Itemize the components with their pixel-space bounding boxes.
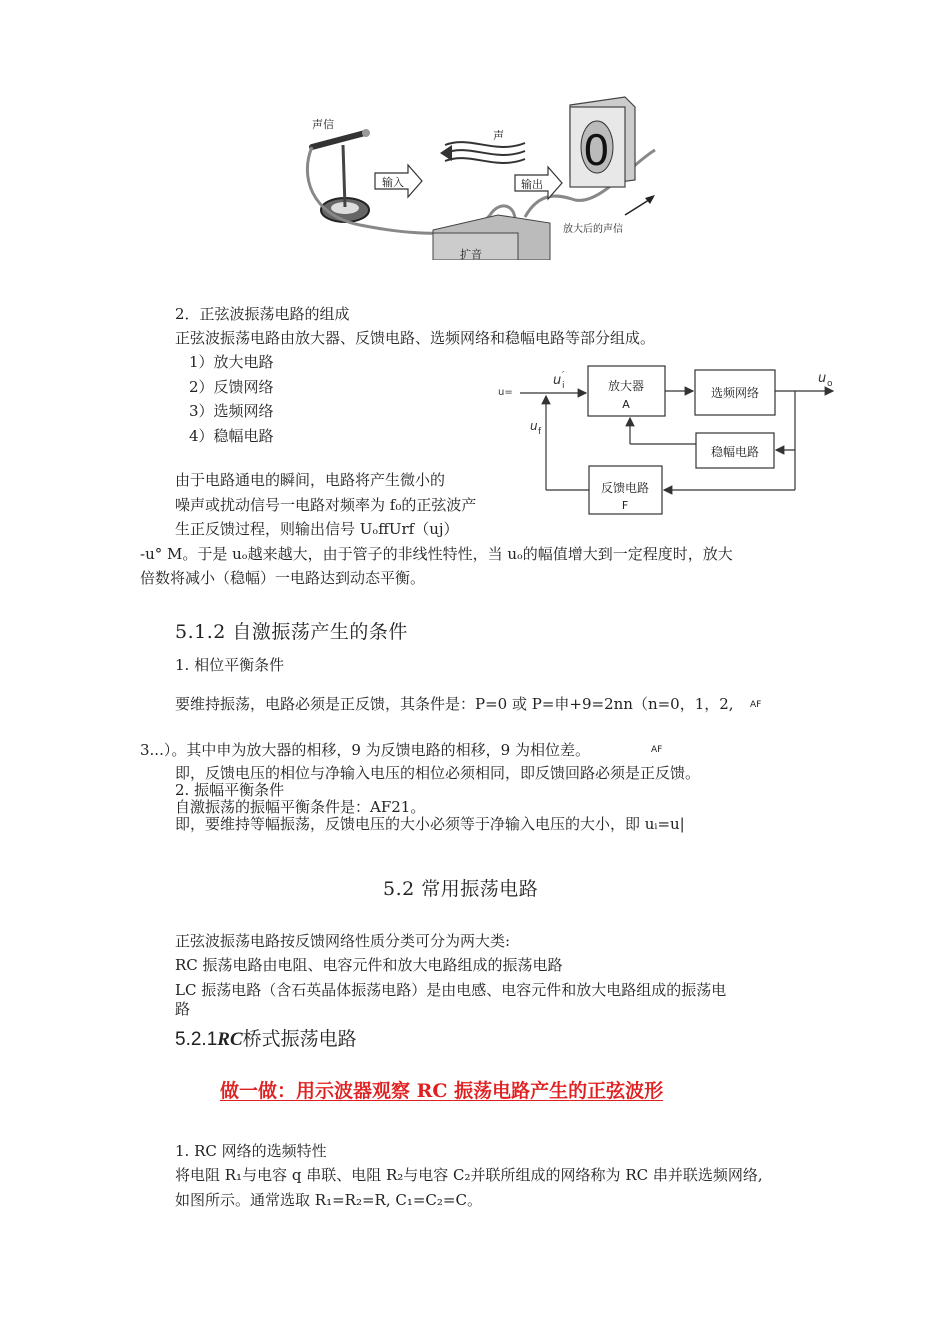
phase-condition-line: 3...）。其中申为放大器的相移，9 为反馈电路的相移，9 为相位差。 bbox=[140, 741, 590, 759]
ui-sub: i bbox=[562, 381, 565, 391]
speaker-icon bbox=[570, 97, 635, 187]
paragraph-line: 由于电路通电的瞬间，电路将产生微小的 bbox=[175, 471, 446, 489]
list-item: 2）反馈网络 bbox=[189, 378, 274, 396]
output-label: 输出 bbox=[521, 178, 543, 191]
uo-symbol: u bbox=[818, 371, 827, 386]
paragraph-line: 生正反馈过程，则输出信号 UₒffUrf（uj） bbox=[175, 520, 459, 538]
ui-symbol: u= bbox=[498, 387, 513, 398]
freq-select-block-label: 选频网络 bbox=[710, 386, 760, 400]
paragraph-line: 如图所示。通常选取 R₁=R₂=R, C₁=C₂=C。 bbox=[175, 1191, 482, 1209]
activity-title: 做一做：用示波器观察 RC 振荡电路产生的正弦波形 bbox=[220, 1080, 664, 1102]
paragraph-line: 路 bbox=[175, 1000, 191, 1018]
amplifier-illustration bbox=[300, 95, 665, 260]
paragraph-line: 噪声或扰动信号一电路对频率为 f₀的正弦波产 bbox=[175, 496, 477, 514]
section-52-heading: 5.2 常用振荡电路 bbox=[383, 878, 539, 900]
paragraph-line: RC 振荡电路由电阻、电容元件和放大电路组成的振荡电路 bbox=[175, 956, 563, 974]
amplifier-block-sub: A bbox=[622, 398, 630, 411]
phase-condition-line: 要维持振荡，电路必须是正反馈，其条件是：P=0 或 P=申+9=2nn（n=0，1，2, bbox=[175, 695, 734, 713]
amplified-label: 放大后的声信 bbox=[563, 224, 623, 235]
stabilizer-block-label: 稳幅电路 bbox=[710, 445, 760, 459]
paragraph-line: 倍数将减小（稳幅）一电路达到动态平衡。 bbox=[140, 569, 426, 587]
phase-condition-line: 即，反馈电压的相位与净输入电压的相位必须相同，即反馈回路必须是正反馈。 bbox=[175, 764, 701, 782]
sub-heading: 2. 振幅平衡条件 bbox=[175, 781, 285, 799]
input-label: 输入 bbox=[382, 176, 404, 189]
section-521-heading: 5.2.1RC桥式振荡电路 bbox=[175, 1028, 357, 1050]
feedback-block-label: 反馈电路 bbox=[600, 481, 650, 495]
amplifier-block-label: 放大器 bbox=[607, 379, 645, 393]
sub-heading: 1. RC 网络的选频特性 bbox=[175, 1142, 327, 1160]
list-item: 3）选频网络 bbox=[189, 402, 274, 420]
ui-prime-symbol: u bbox=[553, 373, 562, 388]
mic-label: 声信 bbox=[312, 118, 334, 131]
paragraph-line: -u° M。于是 uₒ越来越大，由于管子的非线性特性，当 uₒ的幅值增大到一定程度时，放大 bbox=[140, 545, 733, 563]
af-subscript: AF bbox=[750, 700, 762, 710]
output-arrow bbox=[515, 167, 562, 199]
paragraph-line: 将电阻 R₁与电容 q 串联、电阻 R₂与电容 C₂并联所组成的网络称为 RC 串并联选频网络, bbox=[175, 1166, 763, 1184]
paragraph-line: 正弦波振荡电路按反馈网络性质分类可分为两大类: bbox=[175, 932, 511, 950]
af-subscript: AF bbox=[651, 745, 663, 755]
list-item: 1）放大电路 bbox=[189, 353, 274, 371]
list-item: 4）稳幅电路 bbox=[189, 427, 274, 445]
section-2-heading: 2．正弦波振荡电路的组成 bbox=[175, 305, 350, 323]
uf-sub: f bbox=[538, 427, 542, 437]
sound-label: 声 bbox=[493, 129, 504, 142]
input-arrow bbox=[375, 165, 422, 197]
speaker-glyph: 0 bbox=[583, 126, 610, 175]
amplifier-label: 扩音 bbox=[460, 248, 482, 260]
amplitude-condition-line: 即，要维持等幅振荡，反馈电压的大小必须等于净输入电压的大小，即 uᵢ=u| bbox=[175, 815, 685, 833]
feedback-block-sub: F bbox=[621, 499, 629, 512]
amplifier-box bbox=[433, 215, 550, 260]
paragraph-line: LC 振荡电路（含石英晶体振荡电路）是由电感、电容元件和放大电路组成的振荡电 bbox=[175, 981, 727, 999]
sound-wave-icon bbox=[440, 128, 525, 163]
section-512-heading: 5.1.2 自激振荡产生的条件 bbox=[175, 621, 408, 643]
uo-sub: o bbox=[827, 379, 833, 389]
uf-symbol: u bbox=[530, 419, 538, 433]
amplitude-condition-line: 自激振荡的振幅平衡条件是：AF21。 bbox=[175, 798, 426, 816]
section-2-intro: 正弦波振荡电路由放大器、反馈电路、选频网络和稳幅电路等部分组成。 bbox=[175, 329, 656, 347]
ui-prime-mark: ′ bbox=[562, 370, 565, 381]
sub-heading: 1. 相位平衡条件 bbox=[175, 656, 285, 674]
oscillator-block-diagram bbox=[490, 358, 845, 523]
